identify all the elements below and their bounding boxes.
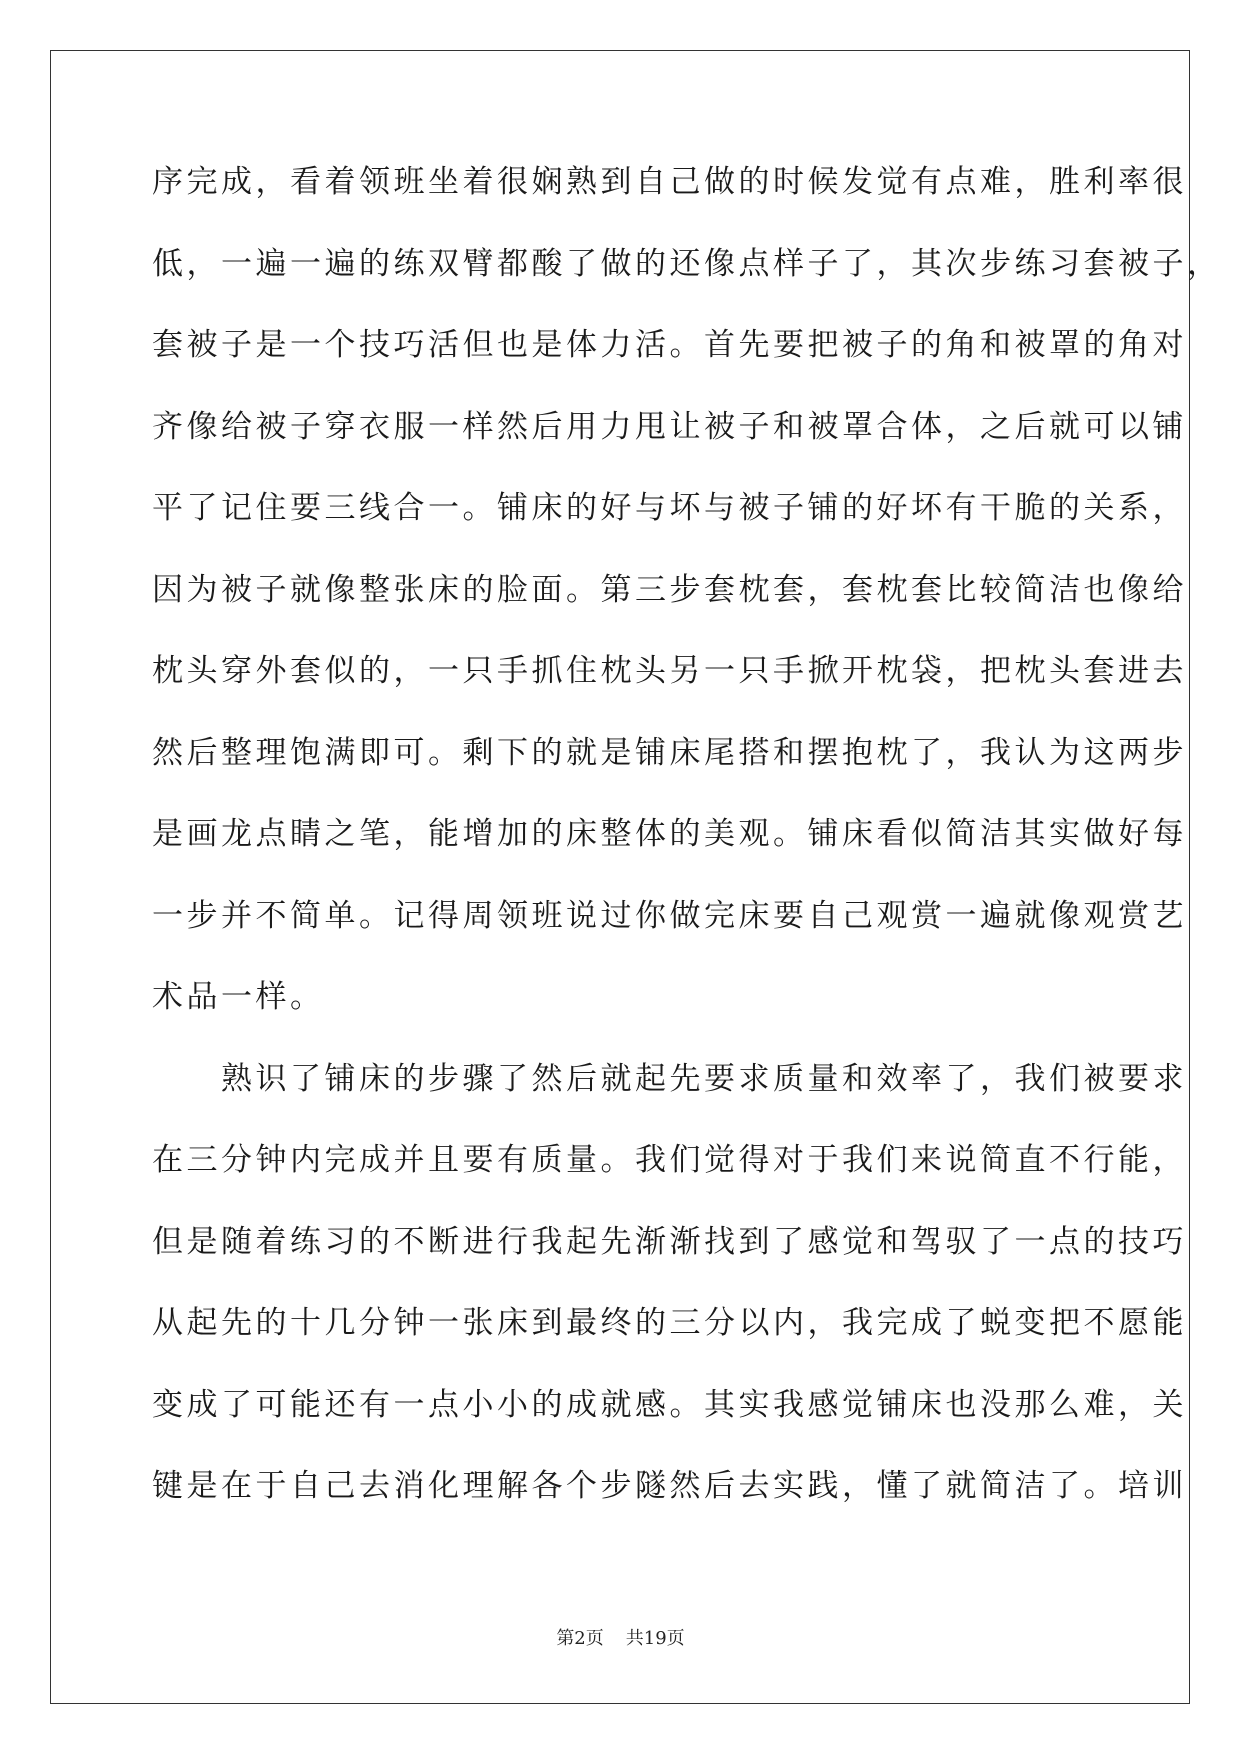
text-line: 因为被子就像整张床的脸面。第三步套枕套，套枕套比较简洁也像给 <box>152 571 1187 608</box>
text-line: 变成了可能还有一点小小的成就感。其实我感觉铺床也没那么难，关 <box>152 1386 1187 1423</box>
text-line: 套被子是一个技巧活但也是体力活。首先要把被子的角和被罩的角对 <box>152 327 1187 363</box>
text-line: 在三分钟内完成并且要有质量。我们觉得对于我们来说简直不行能， <box>152 1142 1187 1178</box>
text-line: 从起先的十几分钟一张床到最终的三分以内，我完成了蜕变把不愿能 <box>152 1305 1187 1341</box>
current-page-label: 第2页 <box>556 1628 604 1649</box>
paragraph-start-line: 熟识了铺床的步骤了然后就起先要求质量和效率了，我们被要求 <box>152 1060 1187 1097</box>
text-line: 平了记住要三线合一。铺床的好与坏与被子铺的好坏有干脆的关系， <box>152 490 1187 526</box>
text-line: 序完成，看着领班坐着很娴熟到自己做的时候发觉有点难，胜利率很 <box>152 164 1187 200</box>
text-line: 一步并不简单。记得周领班说过你做完床要自己观赏一遍就像观赏艺 <box>152 897 1187 934</box>
text-line: 齐像给被子穿衣服一样然后用力甩让被子和被罩合体，之后就可以铺 <box>152 408 1187 445</box>
text-line: 枕头穿外套似的，一只手抓住枕头另一只手掀开枕袋，把枕头套进去 <box>152 653 1187 689</box>
text-line: 术品一样。 <box>152 979 325 1015</box>
text-line: 是画龙点睛之笔，能增加的床整体的美观。铺床看似简洁其实做好每 <box>152 816 1187 852</box>
text-line: 低，一遍一遍的练双臂都酸了做的还像点样子了，其次步练习套被子， <box>152 245 1222 282</box>
text-line: 但是随着练习的不断进行我起先渐渐找到了感觉和驾驭了一点的技巧 <box>152 1223 1187 1260</box>
total-pages-label: 共19页 <box>625 1628 685 1649</box>
document-body <box>152 160 1222 1546</box>
text-line: 然后整理饱满即可。剩下的就是铺床尾搭和摆抱枕了，我认为这两步 <box>152 734 1187 771</box>
page-footer <box>0 1624 1241 1650</box>
text-line: 键是在于自己去消化理解各个步隧然后去实践，懂了就简洁了。培训 <box>152 1468 1187 1504</box>
